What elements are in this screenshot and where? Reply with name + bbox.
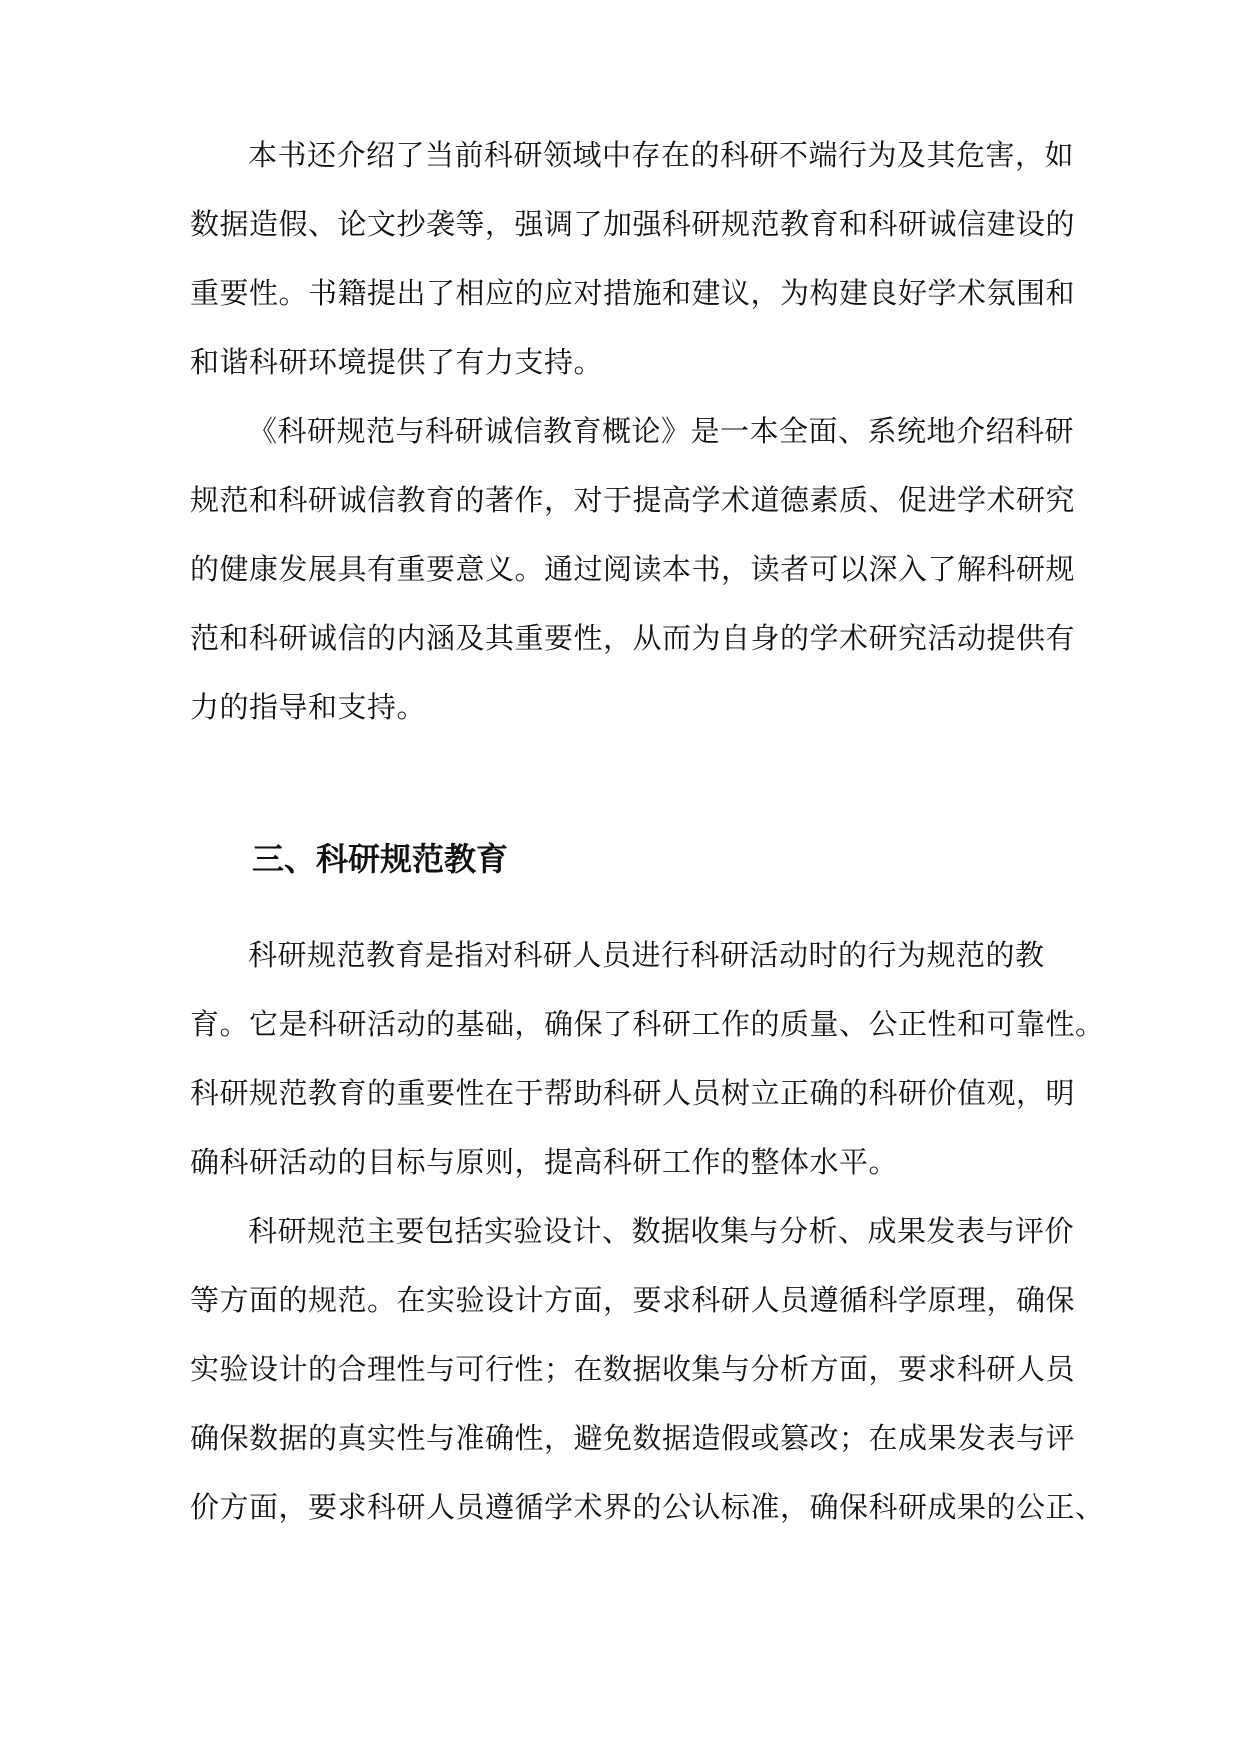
paragraph-line: 育。它是科研活动的基础，确保了科研工作的质量、公正性和可靠性。 [190, 1007, 1105, 1041]
paragraph-line: 实验设计的合理性与可行性；在数据收集与分析方面，要求科研人员 [190, 1352, 1076, 1386]
paragraph-line: 规范和科研诚信教育的著作，对于提高学术道德素质、促进学术研究 [190, 483, 1076, 517]
paragraph-line: 本书还介绍了当前科研领域中存在的科研不端行为及其危害，如 [248, 138, 1075, 172]
paragraph-line: 确科研活动的目标与原则，提高科研工作的整体水平。 [190, 1145, 899, 1179]
paragraph-line: 重要性。书籍提出了相应的应对措施和建议，为构建良好学术氛围和 [190, 276, 1076, 310]
paragraph-line: 科研规范教育是指对科研人员进行科研活动时的行为规范的教 [248, 938, 1045, 972]
paragraph-line: 力的指导和支持。 [190, 690, 427, 724]
paragraph-line: 的健康发展具有重要意义。通过阅读本书，读者可以深入了解科研规 [190, 552, 1076, 586]
paragraph-line: 《科研规范与科研诚信教育概论》是一本全面、系统地介绍科研 [248, 414, 1075, 448]
paragraph-line: 科研规范教育的重要性在于帮助科研人员树立正确的科研价值观，明 [190, 1076, 1076, 1110]
paragraph-line: 范和科研诚信的内涵及其重要性，从而为自身的学术研究活动提供有 [190, 621, 1076, 655]
paragraph-line: 和谐科研环境提供了有力支持。 [190, 345, 604, 379]
paragraph-line: 数据造假、论文抄袭等，强调了加强科研规范教育和科研诚信建设的 [190, 207, 1076, 241]
paragraph-line: 确保数据的真实性与准确性，避免数据造假或篡改；在成果发表与评 [190, 1421, 1076, 1455]
paragraph-line: 等方面的规范。在实验设计方面，要求科研人员遵循科学原理，确保 [190, 1283, 1076, 1317]
paragraph-line: 价方面，要求科研人员遵循学术界的公认标准，确保科研成果的公正、 [190, 1490, 1105, 1524]
paragraph-line: 科研规范主要包括实验设计、数据收集与分析、成果发表与评价 [248, 1214, 1075, 1248]
section-heading: 三、科研规范教育 [252, 840, 509, 878]
